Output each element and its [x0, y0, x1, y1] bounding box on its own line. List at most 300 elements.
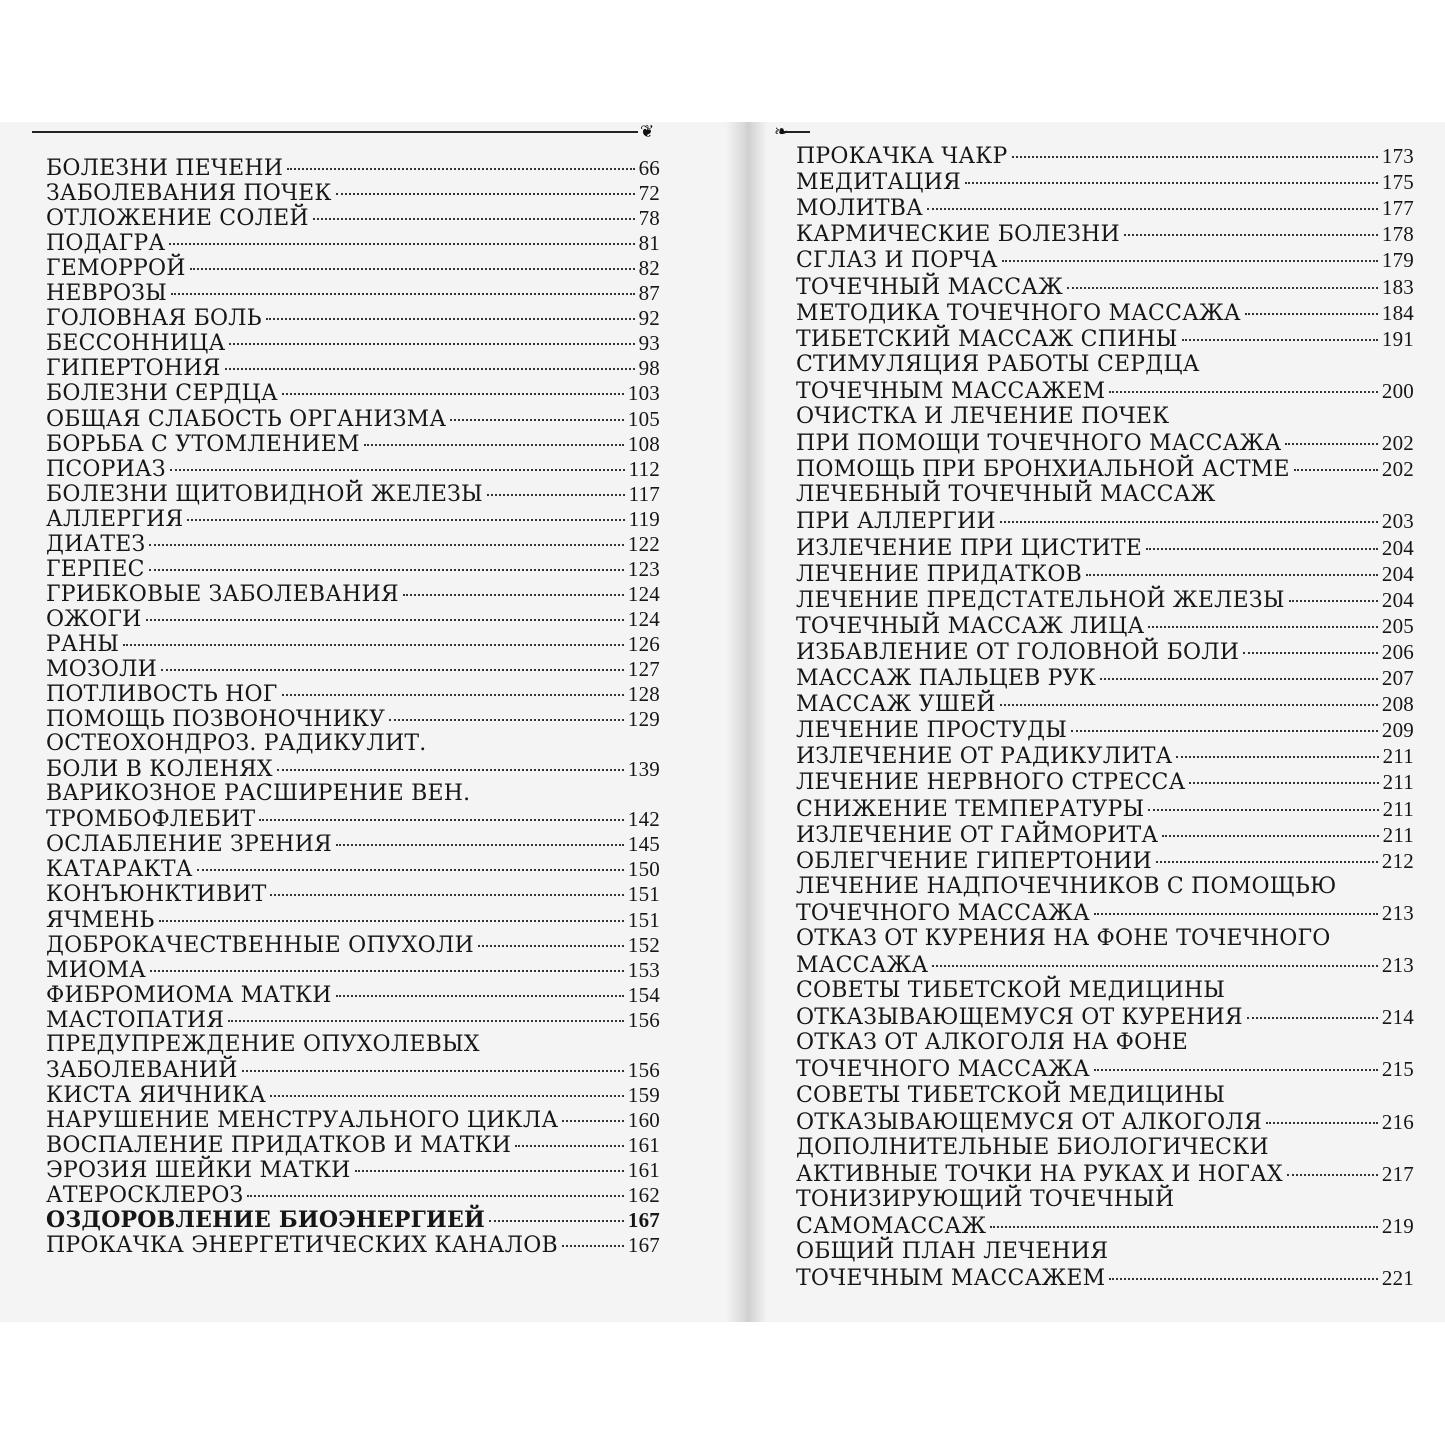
toc-page-number: 221	[1381, 1266, 1414, 1291]
dot-leader	[1287, 1174, 1378, 1176]
toc-entry-line	[796, 691, 1414, 717]
toc-entry-line	[796, 952, 1414, 978]
toc-entry-line	[46, 456, 660, 481]
toc-page-number: 119	[628, 506, 660, 531]
toc-entry-title: МИОМА	[46, 957, 146, 983]
toc-entry-title: БОЛЕЗНИ ЩИТОВИДНОЙ ЖЕЛЕЗЫ	[46, 481, 483, 507]
toc-entry-line	[46, 756, 660, 781]
toc-entry-title: ИЗЛЕЧЕНИЕ ОТ РАДИКУЛИТА	[796, 744, 1173, 770]
toc-entry-title: ОТКАЗЫВАЮЩЕМУСЯ ОТ АЛКОГОЛЯ	[796, 1109, 1262, 1135]
toc-entry-title: ЯЧМЕНЬ	[46, 907, 155, 933]
toc-page-number: 159	[627, 1082, 660, 1107]
dot-leader	[149, 569, 624, 571]
toc-entry	[46, 731, 660, 781]
dot-leader	[403, 594, 624, 596]
toc-entry-line	[46, 556, 660, 581]
toc-page-number: 124	[627, 581, 660, 606]
dot-leader	[277, 769, 624, 771]
dot-leader	[1012, 156, 1378, 158]
toc-entry-line	[796, 587, 1414, 613]
toc-entry-line	[796, 247, 1414, 273]
toc-page-number: 122	[627, 531, 660, 556]
dot-leader	[927, 208, 1378, 210]
toc-entry-title: НАРУШЕНИЕ МЕНСТРУАЛЬНОГО ЦИКЛА	[46, 1107, 559, 1133]
toc-entry	[796, 926, 1414, 978]
toc-page-number: 202	[1381, 457, 1414, 482]
toc-entry-title: КОНЪЮНКТИВИТ	[46, 882, 267, 908]
toc-page-number: 156	[627, 1007, 660, 1032]
toc-page-number: 105	[627, 406, 660, 431]
toc-entry-title: САМОМАССАЖ	[796, 1214, 987, 1240]
dot-leader	[259, 819, 624, 821]
toc-entry-title: МОЛИТВА	[796, 196, 924, 222]
toc-entry-line	[46, 431, 660, 456]
toc-entry-title: ВАРИКОЗНОЕ РАСШИРЕНИЕ ВЕН.	[46, 781, 471, 807]
dot-leader	[965, 182, 1378, 184]
toc-entry	[796, 1030, 1414, 1082]
toc-entry	[46, 1232, 660, 1257]
toc-entry-line	[46, 1007, 660, 1032]
toc-entry-line	[46, 1182, 660, 1207]
toc-page-number: 208	[1381, 692, 1414, 717]
dot-leader	[149, 544, 624, 546]
toc-entry-line	[796, 717, 1414, 743]
toc-entry-title: ОТКАЗ ОТ АЛКОГОЛЯ НА ФОНЕ	[796, 1030, 1188, 1056]
toc-entry-title: ТИБЕТСКИЙ МАССАЖ СПИНЫ	[796, 326, 1178, 352]
toc-entry	[46, 531, 660, 556]
toc-page-number: 92	[638, 306, 660, 331]
toc-entry	[46, 881, 660, 906]
toc-page-number: 175	[1381, 170, 1414, 195]
toc-entry-title: ПРИ АЛЛЕРГИИ	[796, 509, 996, 535]
toc-entry-line	[796, 822, 1414, 848]
toc-entry	[46, 982, 660, 1007]
dot-leader	[355, 1170, 624, 1172]
dot-leader	[1189, 782, 1378, 784]
dot-leader	[282, 393, 624, 395]
toc-entry-title: ПОТЛИВОСТЬ НОГ	[46, 682, 278, 708]
toc-entry-line	[46, 1057, 660, 1082]
toc-entry-title: ОБЩИЙ ПЛАН ЛЕЧЕНИЯ	[796, 1239, 1109, 1265]
toc-entry-title: ОЧИСТКА И ЛЕЧЕНИЕ ПОЧЕК	[796, 404, 1170, 429]
toc-entry-title: ИЗБАВЛЕНИЕ ОТ ГОЛОВНОЙ БОЛИ	[796, 639, 1240, 665]
toc-entry-title: БЕССОННИЦА	[46, 331, 226, 357]
dot-leader	[1243, 652, 1378, 654]
header-rule	[32, 131, 638, 133]
toc-entry-line	[796, 1135, 1414, 1161]
toc-page-number: 211	[1382, 796, 1414, 821]
toc-entry-line	[46, 856, 660, 881]
toc-entry	[46, 831, 660, 856]
toc-entry-line	[796, 1239, 1414, 1265]
dot-leader	[1100, 678, 1378, 680]
toc-entry-line	[796, 665, 1414, 691]
toc-page-number: 162	[627, 1183, 660, 1208]
dot-leader	[990, 1226, 1378, 1228]
toc-page-number: 153	[627, 957, 660, 982]
toc-entry	[796, 221, 1414, 247]
toc-entry-line	[796, 561, 1414, 587]
dot-leader	[170, 469, 625, 471]
toc-entry-title: ЭРОЗИЯ ШЕЙКИ МАТКИ	[46, 1158, 351, 1183]
toc-entry	[46, 1182, 660, 1207]
toc-entry-line	[796, 1030, 1414, 1056]
toc-entry	[46, 406, 660, 431]
toc-entry	[796, 195, 1414, 221]
toc-entry	[796, 639, 1414, 665]
toc-entry	[796, 247, 1414, 273]
toc-entry	[46, 330, 660, 355]
toc-page-number: 211	[1382, 770, 1414, 795]
toc-entry	[796, 587, 1414, 613]
dot-leader	[1247, 1017, 1378, 1019]
toc-entry-title: ДИАТЕЗ	[46, 531, 146, 557]
toc-entry-line	[796, 404, 1414, 430]
toc-entry	[796, 300, 1414, 326]
dot-leader	[229, 343, 634, 345]
toc-entry	[46, 856, 660, 881]
toc-entry-title: СНИЖЕНИЕ ТЕМПЕРАТУРЫ	[796, 796, 1145, 822]
toc-entry-title: ТОЧЕЧНЫМ МАССАЖЕМ	[796, 1266, 1106, 1292]
toc-entry-title: ДОПОЛНИТЕЛЬНЫЕ БИОЛОГИЧЕСКИ	[796, 1134, 1269, 1160]
dot-leader	[336, 995, 624, 997]
dot-leader	[562, 1120, 624, 1122]
toc-page-number: 184	[1381, 300, 1414, 325]
toc-entry-line	[46, 982, 660, 1007]
fleuron-ornament-icon: ❧	[774, 122, 789, 142]
toc-entry-title: ЛЕЧЕНИЕ ПРОСТУДЫ	[796, 718, 1068, 744]
dot-leader	[515, 1145, 624, 1147]
toc-page-number: 78	[638, 206, 660, 231]
toc-entry-line	[46, 180, 660, 205]
toc-entry-line	[46, 305, 660, 330]
toc-entry	[796, 274, 1414, 300]
dot-leader	[225, 368, 635, 370]
toc-entry-title: БОРЬБА С УТОМЛЕНИЕМ	[46, 431, 360, 457]
toc-entry-line	[46, 1107, 660, 1132]
dot-leader	[1294, 469, 1378, 471]
dot-leader	[336, 844, 624, 846]
toc-entry-title: МЕТОДИКА ТОЧЕЧНОГО МАССАЖА	[796, 300, 1241, 326]
toc-entry-line	[796, 1187, 1414, 1213]
toc-entry-line	[46, 831, 660, 856]
dot-leader	[1148, 626, 1377, 628]
toc-entry-title: ПСОРИАЗ	[46, 456, 166, 482]
dot-leader	[1266, 1122, 1378, 1124]
dot-leader	[364, 444, 624, 446]
toc-page-number: 126	[627, 631, 660, 656]
toc-entry-line	[796, 326, 1414, 352]
dot-leader	[450, 419, 624, 421]
toc-entry-line	[796, 874, 1414, 900]
toc-entry-line	[46, 631, 660, 656]
toc-entry-line	[46, 581, 660, 606]
toc-entry-line	[796, 300, 1414, 326]
toc-entry	[46, 681, 660, 706]
toc-page-number: 152	[627, 932, 660, 957]
toc-entry	[796, 404, 1414, 456]
toc-entry-title: ОТКАЗЫВАЮЩЕМУСЯ ОТ КУРЕНИЯ	[796, 1005, 1243, 1031]
toc-entry-line	[796, 639, 1414, 665]
toc-page-number: 167	[627, 1208, 660, 1233]
toc-entry-title: ТОЧЕЧНЫЙ МАССАЖ	[796, 274, 1064, 300]
toc-entry-line	[46, 255, 660, 280]
toc-entry-line	[796, 769, 1414, 795]
dot-leader	[270, 894, 623, 896]
dot-leader	[123, 644, 624, 646]
toc-page-number: 212	[1381, 848, 1414, 873]
toc-entry	[796, 665, 1414, 691]
dot-leader	[1071, 730, 1378, 732]
toc-entry-title: МОЗОЛИ	[46, 657, 158, 682]
toc-entry-title: ЗАБОЛЕВАНИЙ	[46, 1057, 238, 1083]
fleuron-ornament-icon: ❦	[640, 122, 655, 142]
toc-entry-title: ОТЛОЖЕНИЕ СОЛЕЙ	[46, 206, 309, 232]
dot-leader	[242, 1070, 624, 1072]
toc-entry-title: ПОМОЩЬ ПРИ БРОНХИАЛЬНОЙ АСТМЕ	[796, 457, 1290, 483]
toc-entry-title: ТОНИЗИРУЮЩИЙ ТОЧЕЧНЫЙ	[796, 1187, 1175, 1212]
toc-page-number: 154	[627, 982, 660, 1007]
toc-entry-line	[796, 221, 1414, 247]
toc-entry	[46, 606, 660, 631]
toc-page-number: 206	[1381, 639, 1414, 664]
toc-entry-title: ДОБРОКАЧЕСТВЕННЫЕ ОПУХОЛИ	[46, 932, 474, 958]
toc-page-number: 151	[627, 907, 660, 932]
toc-entry-title: ПРОКАЧКА ЭНЕРГЕТИЧЕСКИХ КАНАЛОВ	[46, 1233, 558, 1259]
toc-entry	[796, 769, 1414, 795]
toc-page-number: 98	[638, 356, 660, 381]
toc-page-number: 87	[638, 281, 660, 306]
toc-entry-title: БОЛЕЗНИ СЕРДЦА	[46, 381, 278, 407]
toc-entry	[796, 326, 1414, 352]
toc-entry	[796, 535, 1414, 561]
dot-leader	[1245, 313, 1378, 315]
toc-entry	[796, 169, 1414, 195]
toc-entry-line	[796, 143, 1414, 169]
toc-page-number: 191	[1381, 326, 1414, 351]
toc-entry-line	[796, 535, 1414, 561]
toc-entry	[796, 717, 1414, 743]
toc-page-number: 205	[1381, 613, 1414, 638]
toc-entry-line	[796, 352, 1414, 378]
toc-page-number: 204	[1381, 535, 1414, 560]
toc-page-number: 177	[1381, 196, 1414, 221]
toc-entry-line	[796, 378, 1414, 404]
toc-entry-title: РАНЫ	[46, 631, 120, 657]
toc-entry-title: ГЕРПЕС	[46, 556, 145, 582]
toc-entry-title: ЛЕЧЕНИЕ ПРЕДСТАТЕЛЬНОЙ ЖЕЛЕЗЫ	[796, 587, 1285, 613]
dot-leader	[159, 920, 624, 922]
toc-entry-title: ГРИБКОВЫЕ ЗАБОЛЕВАНИЯ	[46, 581, 399, 607]
toc-entry	[46, 1132, 660, 1157]
toc-page-number: 72	[638, 181, 660, 206]
toc-entry-title: НЕВРОЗЫ	[46, 281, 168, 307]
toc-entry-line	[46, 656, 660, 681]
toc-entry-title: ГИПЕРТОНИЯ	[46, 356, 221, 382]
toc-entry	[796, 1135, 1414, 1187]
toc-entry-line	[46, 606, 660, 631]
toc-entry-title: ОБЩАЯ СЛАБОСТЬ ОРГАНИЗМА	[46, 406, 447, 432]
toc-entry-title: МЕДИТАЦИЯ	[796, 170, 961, 196]
toc-page-number: 82	[638, 256, 660, 281]
toc-page-number: 167	[627, 1233, 660, 1258]
dot-leader	[270, 1095, 624, 1097]
toc-page-number: 127	[627, 657, 660, 681]
dot-leader	[1285, 443, 1378, 445]
dot-leader	[1124, 234, 1378, 236]
dot-leader	[487, 494, 625, 496]
dot-leader	[228, 1020, 624, 1022]
toc-entry-line	[46, 1082, 660, 1107]
toc-entry	[46, 355, 660, 380]
toc-entry	[796, 978, 1414, 1030]
toc-entry-title: ГЕМОРРОЙ	[46, 256, 186, 282]
toc-entry-title: ФИБРОМИОМА МАТКИ	[46, 982, 332, 1008]
toc-entry-line	[796, 1004, 1414, 1030]
toc-page-number: 93	[638, 331, 660, 356]
toc-entry-line	[46, 355, 660, 380]
toc-entry	[46, 431, 660, 456]
dot-leader	[1156, 861, 1378, 863]
toc-entry	[46, 1007, 660, 1032]
toc-page-number: 211	[1382, 822, 1414, 847]
toc-page-number: 204	[1381, 587, 1414, 612]
toc-section-heading	[46, 1207, 660, 1232]
left-page	[0, 122, 726, 1322]
toc-page-number: 211	[1382, 744, 1414, 769]
dot-leader	[1000, 521, 1378, 523]
toc-entry-title: АТЕРОСКЛЕРОЗ	[46, 1183, 244, 1209]
toc-entry	[796, 1083, 1414, 1135]
toc-page-number: 209	[1381, 718, 1414, 743]
toc-entry-line	[796, 169, 1414, 195]
dot-leader	[489, 1220, 624, 1222]
toc-entry-line	[46, 932, 660, 957]
toc-entry	[796, 743, 1414, 769]
toc-entry-line	[796, 1109, 1414, 1135]
toc-page-number: 215	[1381, 1057, 1414, 1082]
toc-entry	[46, 155, 660, 180]
dot-leader	[1094, 1069, 1378, 1071]
right-page	[766, 122, 1445, 1322]
dot-leader	[171, 293, 635, 295]
toc-entry-title: СТИМУЛЯЦИЯ РАБОТЫ СЕРДЦА	[796, 351, 1200, 377]
toc-entry-title: ОТКАЗ ОТ КУРЕНИЯ НА ФОНЕ ТОЧЕЧНОГО	[796, 926, 1331, 951]
toc-entry-line	[796, 978, 1414, 1004]
toc-page-number: 156	[627, 1057, 660, 1082]
toc-entry-title: ПРИ ПОМОЩИ ТОЧЕЧНОГО МАССАЖА	[796, 431, 1282, 457]
toc-entry	[46, 506, 660, 531]
toc-entry	[796, 561, 1414, 587]
toc-entry	[46, 1157, 660, 1182]
toc-entry-title: ЛЕЧЕНИЕ НАДПОЧЕЧНИКОВ С ПОМОЩЬЮ	[796, 873, 1337, 899]
toc-entry-title: МАССАЖ ПАЛЬЦЕВ РУК	[796, 666, 1096, 691]
toc-page-number: 204	[1381, 561, 1414, 586]
dot-leader	[1086, 574, 1378, 576]
toc-page-number: 145	[627, 832, 660, 857]
toc-entry-title: ТОЧЕЧНЫЙ МАССАЖ ЛИЦА	[796, 613, 1145, 639]
toc-entry-line	[796, 1083, 1414, 1109]
toc-entry-title: ТРОМБОФЛЕБИТ	[46, 807, 256, 833]
toc-page-number: 161	[627, 1132, 660, 1157]
toc-entry-title: ПОМОЩЬ ПОЗВОНОЧНИКУ	[46, 707, 386, 733]
toc-entry-line	[46, 907, 660, 932]
toc-page-number: 108	[627, 431, 660, 456]
dot-leader	[389, 719, 624, 721]
toc-entry-line	[46, 1157, 660, 1182]
toc-entry	[46, 380, 660, 405]
toc-entry-title: ОСТЕОХОНДРОЗ. РАДИКУЛИТ.	[46, 731, 427, 757]
toc-entry-line	[46, 380, 660, 405]
dot-leader	[1094, 913, 1378, 915]
toc-entry-title: ВОСПАЛЕНИЕ ПРИДАТКОВ И МАТКИ	[46, 1132, 512, 1158]
toc-entry	[46, 481, 660, 506]
dot-leader	[336, 193, 635, 195]
dot-leader	[169, 243, 634, 245]
toc-page-number: 160	[627, 1107, 660, 1132]
toc-page-number: 213	[1381, 900, 1414, 925]
dot-leader	[1162, 835, 1378, 837]
dot-leader	[146, 619, 624, 621]
dot-leader	[1176, 756, 1378, 758]
toc-page-number: 217	[1381, 1161, 1414, 1186]
toc-entry-title: МАСТОПАТИЯ	[46, 1007, 225, 1033]
toc-page-number: 200	[1381, 378, 1414, 403]
dot-leader	[187, 519, 624, 521]
toc-entry	[46, 180, 660, 205]
dot-leader	[190, 268, 635, 270]
toc-entry-title: БОЛИ В КОЛЕНЯХ	[46, 757, 273, 783]
toc-entry	[796, 796, 1414, 822]
toc-entry-title: ЛЕЧЕНИЕ НЕРВНОГО СТРЕССА	[796, 770, 1186, 796]
toc-entry-line	[46, 531, 660, 556]
toc-page-number: 219	[1381, 1214, 1414, 1239]
toc-page-number: 150	[627, 857, 660, 882]
toc-entry-title: АЛЛЕРГИЯ	[46, 506, 184, 532]
toc-entry	[46, 706, 660, 731]
toc-entry	[46, 305, 660, 330]
dot-leader	[1067, 287, 1378, 289]
dot-leader	[150, 970, 624, 972]
dot-leader	[1182, 339, 1378, 341]
toc-entry	[46, 581, 660, 606]
toc-entry	[46, 230, 660, 255]
toc-entry-title: СГЛАЗ И ПОРЧА	[796, 248, 998, 274]
toc-page-number: 173	[1381, 144, 1414, 168]
toc-entry-title: ИЗЛЕЧЕНИЕ ПРИ ЦИСТИТЕ	[796, 535, 1142, 561]
toc-entry-line	[796, 1265, 1414, 1291]
toc-entry-title: ТОЧЕЧНОГО МАССАЖА	[796, 900, 1090, 926]
toc-entry-line	[46, 1232, 660, 1257]
toc-entry-line	[46, 330, 660, 355]
toc-entry-title: ОБЛЕГЧЕНИЕ ГИПЕРТОНИИ	[796, 848, 1152, 874]
toc-entry-title: ОЗДОРОВЛЕНИЕ БИОЭНЕРГИЕЙ	[46, 1207, 485, 1234]
toc-entry-title: ЛЕЧЕНИЕ ПРИДАТКОВ	[796, 561, 1082, 587]
dot-leader	[247, 1195, 623, 1197]
toc-entry	[46, 907, 660, 932]
toc-entry-line	[796, 1213, 1414, 1239]
toc-entry-title: ЛЕЧЕБНЫЙ ТОЧЕЧНЫЙ МАССАЖ	[796, 482, 1216, 508]
toc-entry	[46, 556, 660, 581]
toc-page-number: 128	[627, 682, 660, 707]
toc-page-number: 203	[1381, 509, 1414, 534]
toc-entry	[46, 781, 660, 831]
toc-entry-title: СОВЕТЫ ТИБЕТСКОЙ МЕДИЦИНЫ	[796, 1082, 1226, 1108]
toc-entry	[796, 143, 1414, 169]
toc-entry-title: СОВЕТЫ ТИБЕТСКОЙ МЕДИЦИНЫ	[796, 978, 1226, 1004]
toc-entry-line	[46, 806, 660, 831]
toc-page-number: 142	[627, 807, 660, 832]
